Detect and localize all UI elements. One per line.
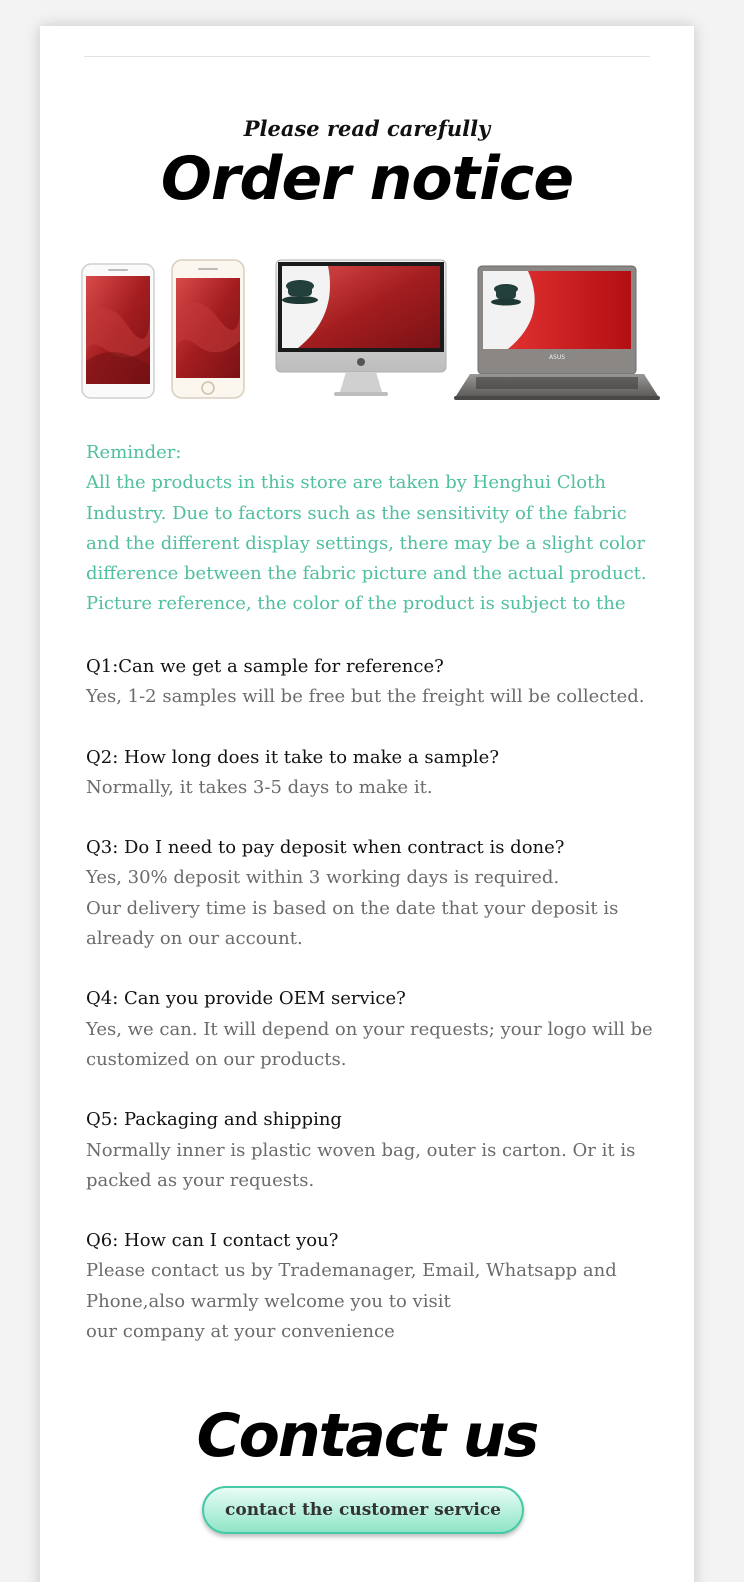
reminder-heading: Reminder: — [86, 442, 182, 463]
laptop-image — [454, 266, 660, 400]
faq-question: Q2: How long does it take to make a sample? — [86, 746, 499, 768]
reminder-body: All the products in this store are taken by Henghui Cloth Industry. Due to factors such as the sensitivity of the fabric and the different display settings, there may be a slight color difference between the fabric picture and the actual product. Picture reference, the color of the product is subject to the — [86, 472, 647, 615]
faq-question: Q3: Do I need to pay deposit when contract is done? — [86, 837, 565, 859]
faq-list — [86, 652, 666, 1377]
phone-1-image — [82, 264, 154, 398]
faq-answer: our company at your convenience — [86, 1321, 395, 1343]
devices-illustration — [78, 256, 668, 406]
faq-item-5 — [86, 1105, 666, 1196]
faq-question: Q4: Can you provide OEM service? — [86, 988, 406, 1010]
contact-customer-service-button[interactable]: contact the customer service — [202, 1486, 524, 1534]
faq-answer: Normally, it takes 3-5 days to make it. — [86, 776, 433, 798]
faq-item-6 — [86, 1226, 666, 1347]
faq-answer: Yes, 30% deposit within 3 working days is required. — [86, 867, 560, 889]
faq-question: Q6: How can I contact you? — [86, 1230, 339, 1252]
faq-question: Q5: Packaging and shipping — [86, 1109, 342, 1131]
monitor-image — [276, 260, 446, 396]
top-divider — [84, 56, 650, 57]
reminder-notice — [86, 438, 660, 618]
faq-answer: Normally inner is plastic woven bag, outer is carton. Or it is packed as your requests. — [86, 1139, 636, 1191]
faq-item-1 — [86, 652, 666, 713]
faq-answer: Yes, 1-2 samples will be free but the freight will be collected. — [86, 686, 645, 708]
order-notice-card — [40, 26, 694, 1582]
faq-item-4 — [86, 984, 666, 1075]
faq-answer: Our delivery time is based on the date that your deposit is already on our account. — [86, 897, 619, 950]
faq-question: Q1:Can we get a sample for reference? — [86, 656, 444, 677]
phone-2-image — [172, 260, 244, 398]
subtitle: Please read carefully — [243, 116, 491, 141]
faq-item-2 — [86, 743, 666, 804]
page-title: Order notice — [160, 144, 574, 214]
faq-item-3 — [86, 833, 666, 954]
faq-answer: Please contact us by Trademanager, Email, Whatsapp and Phone,also warmly welcome you to visit — [86, 1260, 617, 1312]
laptop-brand-logo: ASUS — [548, 354, 566, 361]
contact-title: Contact us — [196, 1401, 538, 1471]
faq-answer: Yes, we can. It will depend on your requests; your logo will be customized on our products. — [86, 1018, 653, 1070]
